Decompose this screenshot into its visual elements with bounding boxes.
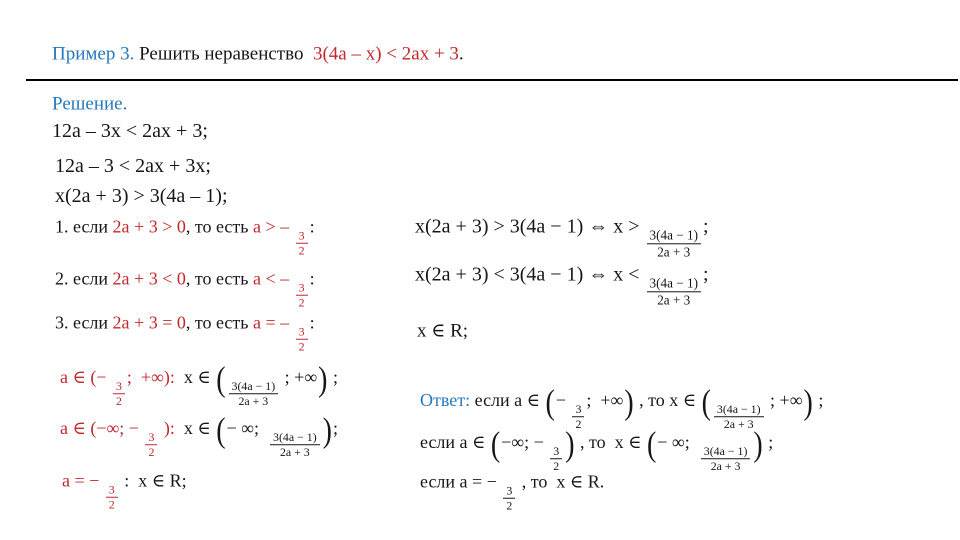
fraction <box>270 430 320 459</box>
big-parenthesis: ( <box>490 425 501 465</box>
math-segment: Решение. <box>52 93 128 115</box>
math-segment: ; <box>763 432 774 453</box>
case-3-condition <box>55 313 315 354</box>
fraction-denominator: 2a + 3 <box>238 393 269 408</box>
fraction <box>296 228 308 257</box>
math-segment: : <box>119 470 139 491</box>
big-parenthesis: ( <box>646 425 657 465</box>
math-segment: 3. если <box>55 312 113 333</box>
fraction-numerator: 3(4a − 1) <box>229 379 279 394</box>
fraction-numerator: 3 <box>296 228 308 243</box>
case-3-solution-set <box>62 471 187 512</box>
fraction-numerator: 3(4a − 1) <box>647 228 701 245</box>
math-segment: − ∞; <box>226 418 269 439</box>
equation-step-3 <box>55 184 228 208</box>
fraction-denominator: 2 <box>506 498 513 513</box>
math-segment: Решить неравенство <box>134 43 309 65</box>
fraction <box>229 379 279 408</box>
fraction-numerator: 3(4a − 1) <box>270 430 320 445</box>
fraction-numerator: 3 <box>572 402 584 417</box>
case-2-result <box>415 262 709 307</box>
math-segment: ; +∞ <box>280 367 318 388</box>
math-segment: a < – <box>252 268 294 289</box>
math-segment: , то x ∈ R. <box>517 471 605 492</box>
math-segment: − <box>555 390 571 411</box>
fraction <box>296 324 308 353</box>
math-segment: , то x ∈ <box>575 432 646 453</box>
fraction <box>503 483 515 512</box>
math-segment: ; <box>702 215 709 238</box>
fraction-denominator: 2 <box>298 243 305 258</box>
math-segment: 2a + 3 > 0 <box>112 216 186 237</box>
case-3-result <box>417 321 468 344</box>
case-1-solution-set <box>60 360 338 408</box>
solution-label <box>52 94 127 117</box>
big-parenthesis: ( <box>216 360 226 400</box>
math-segment: ) <box>159 418 170 439</box>
answer-line-1 <box>420 383 824 431</box>
math-segment: 12a – 3 < 2ax + 3x; <box>55 155 211 177</box>
math-segment: ; <box>813 390 824 411</box>
math-segment: ; +∞ <box>765 390 803 411</box>
math-segment: ; +∞ <box>586 390 624 411</box>
math-segment: , то есть <box>185 216 253 237</box>
fraction <box>145 430 157 459</box>
fraction <box>550 444 562 473</box>
math-segment: Ответ: <box>420 390 475 411</box>
fraction <box>113 379 125 408</box>
big-parenthesis: ( <box>701 383 711 423</box>
math-segment: a = − <box>62 470 104 491</box>
fraction-denominator: 2a + 3 <box>723 416 754 431</box>
math-segment: . <box>458 43 464 65</box>
fraction-denominator: 2 <box>298 339 305 354</box>
fraction-denominator: 2 <box>115 393 122 408</box>
fraction-denominator: 2 <box>108 497 115 512</box>
fraction-denominator: 2a + 3 <box>657 244 691 260</box>
math-segment: a > – <box>252 216 294 237</box>
big-parenthesis: ) <box>753 425 763 465</box>
fraction-numerator: 3 <box>145 430 157 445</box>
big-parenthesis: ) <box>565 425 575 465</box>
equation-step-1 <box>52 119 208 143</box>
math-segment: если a ∈ <box>420 432 490 453</box>
math-segment: : <box>169 418 180 439</box>
fraction <box>701 444 751 473</box>
big-parenthesis: ) <box>803 383 813 423</box>
math-segment: 2a + 3 < 0 <box>112 268 186 289</box>
example-title <box>52 44 464 67</box>
fraction-numerator: 3 <box>550 444 562 459</box>
math-segment: x(2a + 3) > 3(4a – 1); <box>55 185 228 207</box>
math-segment: Пример 3. <box>52 43 135 65</box>
math-segment: 3(4a – x) < 2ax + 3 <box>308 43 459 65</box>
case-2-solution-set <box>60 411 338 459</box>
fraction-denominator: 2 <box>298 295 305 310</box>
math-segment: −∞; − <box>501 432 549 453</box>
fraction-denominator: 2 <box>148 444 155 459</box>
math-segment: если a ∈ <box>474 390 545 411</box>
math-segment: , то x ∈ <box>634 390 701 411</box>
fraction <box>296 280 308 309</box>
fraction-numerator: 3(4a − 1) <box>714 402 764 417</box>
math-segment: − ∞; <box>657 432 699 453</box>
fraction-numerator: 3(4a − 1) <box>647 276 701 293</box>
fraction-denominator: 2a + 3 <box>710 458 741 473</box>
math-segment: 2a + 3 = 0 <box>112 312 186 333</box>
big-parenthesis: ) <box>318 360 328 400</box>
equation-step-2 <box>55 154 211 178</box>
math-segment: x ∈ R; <box>417 320 469 342</box>
math-segment: : <box>169 367 180 388</box>
math-segment: : <box>309 312 315 333</box>
answer-line-2 <box>420 425 774 473</box>
math-segment: 2. если <box>55 268 113 289</box>
math-segment: x ∈ R; <box>138 470 187 491</box>
math-segment: a ∈ (− <box>60 367 111 388</box>
case-1-condition <box>55 217 315 258</box>
math-segment: , то есть <box>185 268 253 289</box>
fraction-denominator: 2a + 3 <box>279 444 310 459</box>
math-segment: ; +∞) <box>126 367 170 388</box>
math-segment: если a = − <box>420 471 502 492</box>
big-parenthesis: ( <box>545 383 555 423</box>
math-segment: : <box>309 268 315 289</box>
fraction <box>106 482 118 511</box>
case-1-result <box>415 214 709 259</box>
fraction-numerator: 3(4a − 1) <box>701 444 751 459</box>
math-segment: x ∈ <box>179 367 216 388</box>
math-segment: x ∈ <box>179 418 216 439</box>
math-segment: 1. если <box>55 216 113 237</box>
math-segment: ; <box>702 263 709 286</box>
big-parenthesis: ( <box>216 411 226 451</box>
fraction-denominator: 2 <box>553 458 560 473</box>
fraction <box>647 276 701 308</box>
math-segment: a ∈ (−∞; − <box>60 418 144 439</box>
math-segment: 12a – 3x < 2ax + 3; <box>52 120 208 142</box>
math-segment: , то есть <box>185 312 253 333</box>
fraction-numerator: 3 <box>296 324 308 339</box>
math-segment: : <box>309 216 315 237</box>
fraction-numerator: 3 <box>296 280 308 295</box>
answer-line-3 <box>420 472 604 513</box>
math-segment: x(2a + 3) > 3(4a − 1) ⇔ x > <box>415 215 645 238</box>
fraction-denominator: 2a + 3 <box>657 292 691 308</box>
math-segment: ; <box>332 418 338 439</box>
big-parenthesis: ) <box>624 383 634 423</box>
math-segment: a = – <box>252 312 294 333</box>
title-divider <box>26 79 958 81</box>
case-2-condition <box>55 269 315 310</box>
fraction-numerator: 3 <box>113 379 125 394</box>
math-segment: ; <box>328 367 338 388</box>
fraction-denominator: 2 <box>575 416 582 431</box>
fraction-numerator: 3 <box>106 482 118 497</box>
math-segment: x(2a + 3) < 3(4a − 1) ⇔ x < <box>415 263 645 286</box>
fraction <box>647 228 701 260</box>
fraction-numerator: 3 <box>503 483 515 498</box>
big-parenthesis: ) <box>322 411 332 451</box>
